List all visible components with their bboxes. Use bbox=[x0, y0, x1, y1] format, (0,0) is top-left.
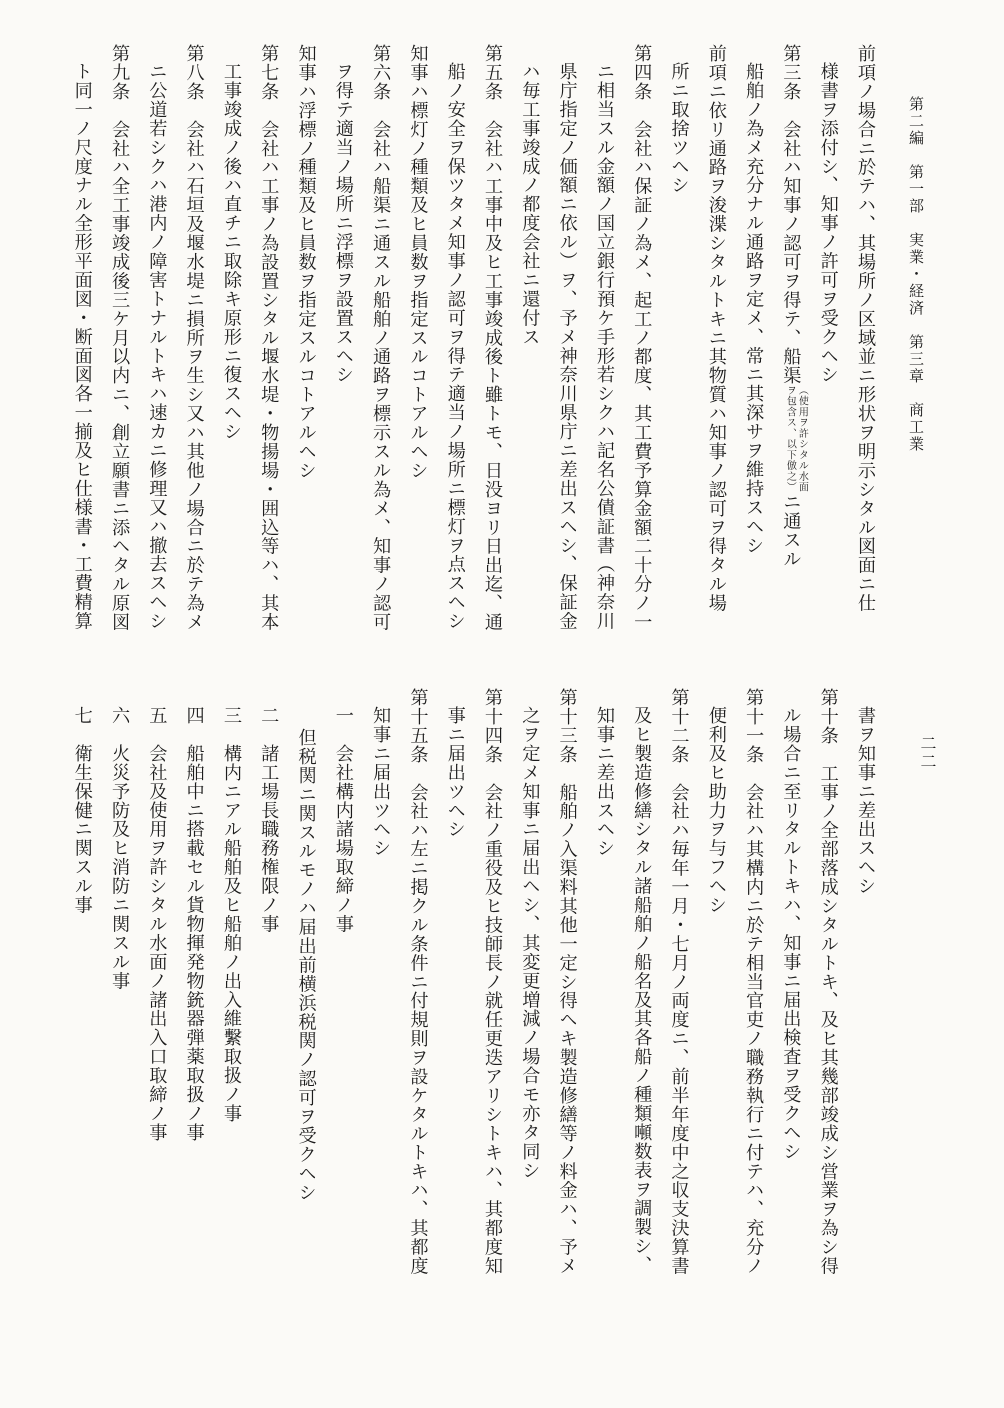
text-column: ハ毎工事竣成ノ都度会社ニ還付ス bbox=[519, 62, 541, 347]
list-item: 七 衛生保健ニ関スル事 bbox=[71, 706, 93, 915]
text-column: 便利及ヒ助力ヲ与フヘシ bbox=[705, 706, 727, 915]
text-column: 知事ニ届出ツヘシ bbox=[370, 706, 392, 858]
list-item-note: 但税関ニ関スルモノハ届出前横浜税関ノ認可ヲ受クヘシ bbox=[295, 728, 317, 1202]
text-column: 知事ニ差出スヘシ bbox=[593, 706, 615, 858]
text-column: 知事ハ標灯ノ種類及ヒ員数ヲ指定スルコトアルヘシ bbox=[407, 44, 429, 480]
text-column: 第十一条 会社ハ其構内ニ於テ相当官吏ノ職務執行ニ付テハ、充分ノ bbox=[743, 688, 765, 1276]
text-column: 船舶ノ為メ充分ナル通路ヲ定メ、常ニ其深サヲ維持スヘシ bbox=[743, 62, 765, 555]
text-column: ル場合ニ至リタルトキハ、知事ニ届出検査ヲ受クヘシ bbox=[780, 706, 802, 1161]
text-column: 工事竣成ノ後ハ直チニ取除キ原形ニ復スヘシ bbox=[220, 62, 242, 441]
list-item: 二 諸工場長職務権限ノ事 bbox=[258, 706, 280, 934]
text-column: 様書ヲ添付シ、知事ノ許可ヲ受クヘシ bbox=[817, 62, 839, 385]
upper-text-block bbox=[63, 44, 884, 650]
text-column: 第十五条 会社ハ左ニ掲クル条件ニ付規則ヲ設ケタルトキハ、其都度 bbox=[407, 688, 429, 1276]
text-column: 第十三条 船舶ノ入渠料其他一定シ得ヘキ製造修繕等ノ料金ハ、予メ bbox=[556, 688, 578, 1276]
running-header: 第二編 第一部 実業・経済 第三章 商工業 bbox=[907, 96, 925, 453]
text-column: 第四条 会社ハ保証ノ為メ、起工ノ都度、其工費予算金額二十分ノ一 bbox=[631, 44, 653, 632]
text-column: ニ公道若シクハ港内ノ障害トナルトキハ速カニ修理又ハ撤去スヘシ bbox=[146, 62, 168, 631]
text-column: ヲ得テ適当ノ場所ニ浮標ヲ設置スヘシ bbox=[332, 62, 354, 385]
note-line: ヲ包含ス、以下倣之） bbox=[784, 385, 796, 493]
text-column: 第九条 会社ハ全工事竣成後三ケ月以内ニ、創立願書ニ添ヘタル原図 bbox=[109, 44, 131, 632]
text-column: 所ニ取捨ツヘシ bbox=[668, 62, 690, 195]
text-column: 書ヲ知事ニ差出スヘシ bbox=[855, 706, 876, 896]
article-3-text: 第三条 会社ハ知事ノ認可ヲ得テ、船渠 bbox=[780, 44, 802, 386]
text-column: 前項ノ場合ニ於テハ、其場所ノ区域並ニ形状ヲ明示シタル図面ニ仕 bbox=[855, 44, 876, 613]
page-number: 二二 bbox=[918, 735, 937, 771]
text-column: 県庁指定ノ価額ニ依ル）ヲ、予メ神奈川県庁ニ差出スヘシ、保証金 bbox=[556, 62, 578, 631]
article-3-tail: ニ通スル bbox=[780, 492, 802, 569]
text-column: 第五条 会社ハ工事中及ヒ工事竣成後ト雖トモ、日没ヨリ日出迄、通 bbox=[482, 44, 504, 632]
note-line: （使用ヲ許シタル水面 bbox=[796, 385, 808, 493]
text-column: 事ニ届出ツヘシ bbox=[444, 706, 466, 839]
article-3-note bbox=[783, 385, 807, 493]
text-column: 第十四条 会社ノ重役及ヒ技師長ノ就任更迭アリシトキハ、其都度知 bbox=[482, 688, 504, 1276]
text-column: 前項ニ依リ通路ヲ浚渫シタルトキニ其物質ハ知事ノ認可ヲ得タル場 bbox=[705, 44, 727, 613]
text-column: 及ヒ製造修繕シタル諸船舶ノ船名及其各船ノ種類噸数表ヲ調製シ、 bbox=[631, 706, 653, 1275]
text-column: 知事ハ浮標ノ種類及ヒ員数ヲ指定スルコトアルヘシ bbox=[295, 44, 317, 480]
text-column: ト同一ノ尺度ナル全形平面図・断面図各一揃及ヒ仕様書・工費精算 bbox=[71, 62, 93, 631]
text-column: 第十二条 会社ハ毎年一月・七月ノ両度ニ、前半年度中之収支決算書 bbox=[668, 688, 690, 1276]
list-item: 五 会社及使用ヲ許シタル水面ノ諸出入口取締ノ事 bbox=[146, 706, 168, 1142]
list-item: 六 火災予防及ヒ消防ニ関スル事 bbox=[109, 706, 131, 991]
list-item: 三 構内ニアル船舶及ヒ船舶ノ出入維繫取扱ノ事 bbox=[220, 706, 242, 1123]
text-column: 船ノ安全ヲ保ツタメ知事ノ認可ヲ得テ適当ノ場所ニ標灯ヲ点スヘシ bbox=[444, 62, 466, 631]
text-column: 第六条 会社ハ船渠ニ通スル船舶ノ通路ヲ標示スル為メ、知事ノ認可 bbox=[370, 44, 392, 632]
list-item: 一 会社構内諸場取締ノ事 bbox=[332, 706, 354, 934]
text-column: 第八条 会社ハ石垣及堰水堤ニ損所ヲ生シ又ハ其他ノ場合ニ於テ為メ bbox=[183, 44, 205, 632]
lower-text-block bbox=[63, 688, 884, 1308]
text-column: ニ相当スル金額ノ国立銀行預ケ手形若シクハ記名公債証書（神奈川 bbox=[593, 62, 615, 631]
text-column: 第七条 会社ハ工事ノ為設置シタル堰水堤・物揚場・囲込等ハ、其本 bbox=[258, 44, 280, 632]
text-column: 第十条 工事ノ全部落成シタルトキ、及ヒ其幾部竣成シ営業ヲ為シ得 bbox=[817, 688, 839, 1276]
text-column: 之ヲ定メ知事ニ届出ヘシ、其変更増減ノ場合モ亦タ同シ bbox=[519, 706, 541, 1180]
text-column-article-3 bbox=[772, 44, 809, 650]
list-item: 四 船舶中ニ搭載セル貨物揮発物銃器弾薬取扱ノ事 bbox=[183, 706, 205, 1142]
